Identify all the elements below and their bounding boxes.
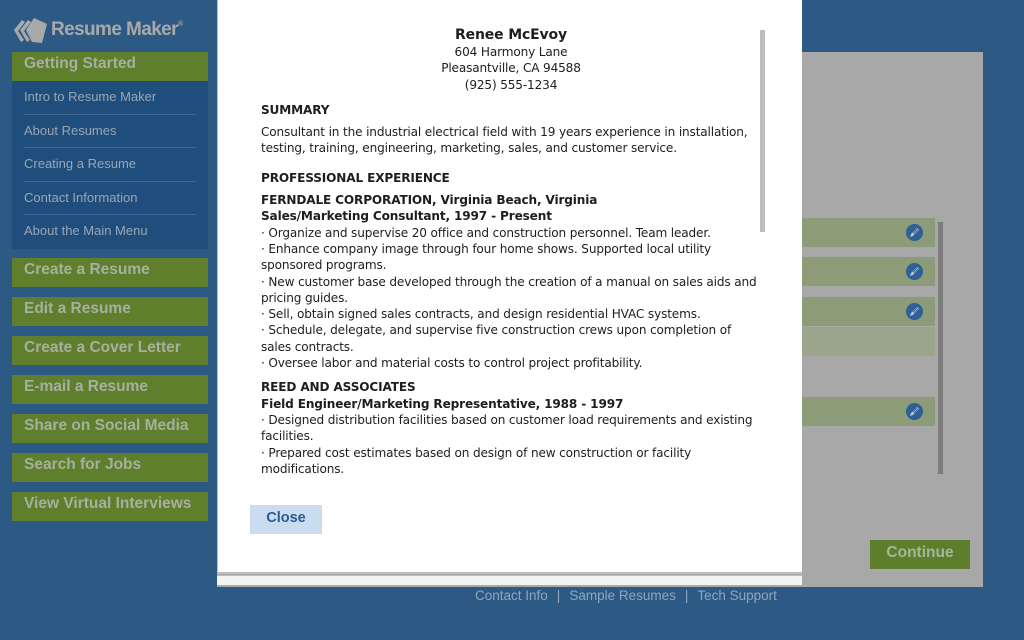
- job-bullet: · Schedule, delegate, and supervise five construction crews upon completion of sales contracts.: [261, 323, 732, 354]
- edit-icon[interactable]: [906, 303, 923, 320]
- job-bullet: · Prepared cost estimates based on design of new construction or facility modifications.: [261, 445, 692, 476]
- getting-started-submenu: [12, 81, 208, 249]
- job-company: FERNDALE CORPORATION, Virginia Beach, Virginia: [261, 193, 598, 208]
- submenu-contact-info[interactable]: Contact Information: [24, 182, 196, 216]
- logo-pages-icon: [12, 15, 48, 45]
- nav-social-media[interactable]: Share on Social Media: [12, 414, 208, 443]
- submenu-main-menu[interactable]: About the Main Menu: [24, 223, 148, 238]
- job-bullet: · Oversee labor and material costs to control project profitability.: [261, 356, 643, 371]
- nav-create-resume[interactable]: Create a Resume: [12, 258, 208, 287]
- job-title: Sales/Marketing Consultant, 1997 - Present: [261, 209, 552, 224]
- footer-tech-support[interactable]: Tech Support: [697, 588, 777, 603]
- job-bullet: · Designed distribution facilities based on customer load requirements and existing facilities.: [261, 412, 753, 444]
- close-button[interactable]: Close: [250, 505, 322, 534]
- job-entry: [261, 379, 761, 477]
- edit-icon[interactable]: [906, 263, 923, 280]
- footer-sample-resumes[interactable]: Sample Resumes: [569, 588, 676, 603]
- list-scrollbar[interactable]: [938, 222, 943, 474]
- footer-separator: |: [684, 588, 689, 603]
- job-title: Field Engineer/Marketing Representative, 1988 - 1997: [261, 396, 624, 411]
- job-bullet: · Sell, obtain signed sales contracts, and design residential HVAC systems.: [261, 307, 701, 322]
- nav-search-jobs[interactable]: Search for Jobs: [12, 453, 208, 482]
- experience-heading: PROFESSIONAL EXPERIENCE: [261, 170, 450, 185]
- resume-preview-modal: [217, 0, 802, 574]
- resume-phone: (925) 555-1234: [464, 77, 558, 92]
- resume-address: 604 Harmony Lane: [454, 45, 568, 59]
- resume-document: [261, 26, 761, 485]
- nav-virtual-interviews[interactable]: View Virtual Interviews: [12, 492, 208, 521]
- nav-edit-resume[interactable]: Edit a Resume: [12, 297, 208, 326]
- submenu-about-resumes[interactable]: About Resumes: [24, 115, 196, 149]
- footer-links: [475, 588, 777, 603]
- footer-contact-info[interactable]: Contact Info: [475, 588, 548, 603]
- submenu-creating-resume[interactable]: Creating a Resume: [24, 148, 196, 182]
- app-logo: [12, 14, 183, 46]
- sidebar-nav: [12, 52, 208, 531]
- job-bullet: · New customer base developed through the creation of a manual on sales aids and pricing guides.: [261, 274, 757, 305]
- resume-city: Pleasantville, CA 94588: [441, 61, 581, 76]
- resume-name: Renee McEvoy: [455, 27, 567, 43]
- job-bullet: · Enhance company image through four home shows. Supported local utility sponsored programs.: [261, 241, 712, 273]
- continue-button[interactable]: Continue: [870, 540, 970, 569]
- resume-scrollbar[interactable]: [760, 30, 765, 232]
- job-bullet: · Organize and supervise 20 office and construction personnel. Team leader.: [261, 225, 711, 240]
- nav-email-resume[interactable]: E-mail a Resume: [12, 375, 208, 404]
- nav-getting-started[interactable]: Getting Started: [12, 52, 208, 81]
- job-company: REED AND ASSOCIATES: [261, 380, 416, 395]
- footer-separator: |: [556, 588, 561, 603]
- modal-shadow: [217, 575, 802, 585]
- edit-icon[interactable]: [906, 224, 923, 241]
- summary-text: Consultant in the industrial electrical field with 19 years experience in installation, testing, training, engineering, marketing, sales, and customer service.: [261, 125, 748, 156]
- submenu-intro[interactable]: Intro to Resume Maker: [24, 81, 196, 115]
- nav-cover-letter[interactable]: Create a Cover Letter: [12, 336, 208, 365]
- summary-heading: SUMMARY: [261, 102, 330, 117]
- logo-text: Resume Maker®: [51, 19, 183, 40]
- edit-icon[interactable]: [906, 403, 923, 420]
- job-entry: [261, 192, 761, 371]
